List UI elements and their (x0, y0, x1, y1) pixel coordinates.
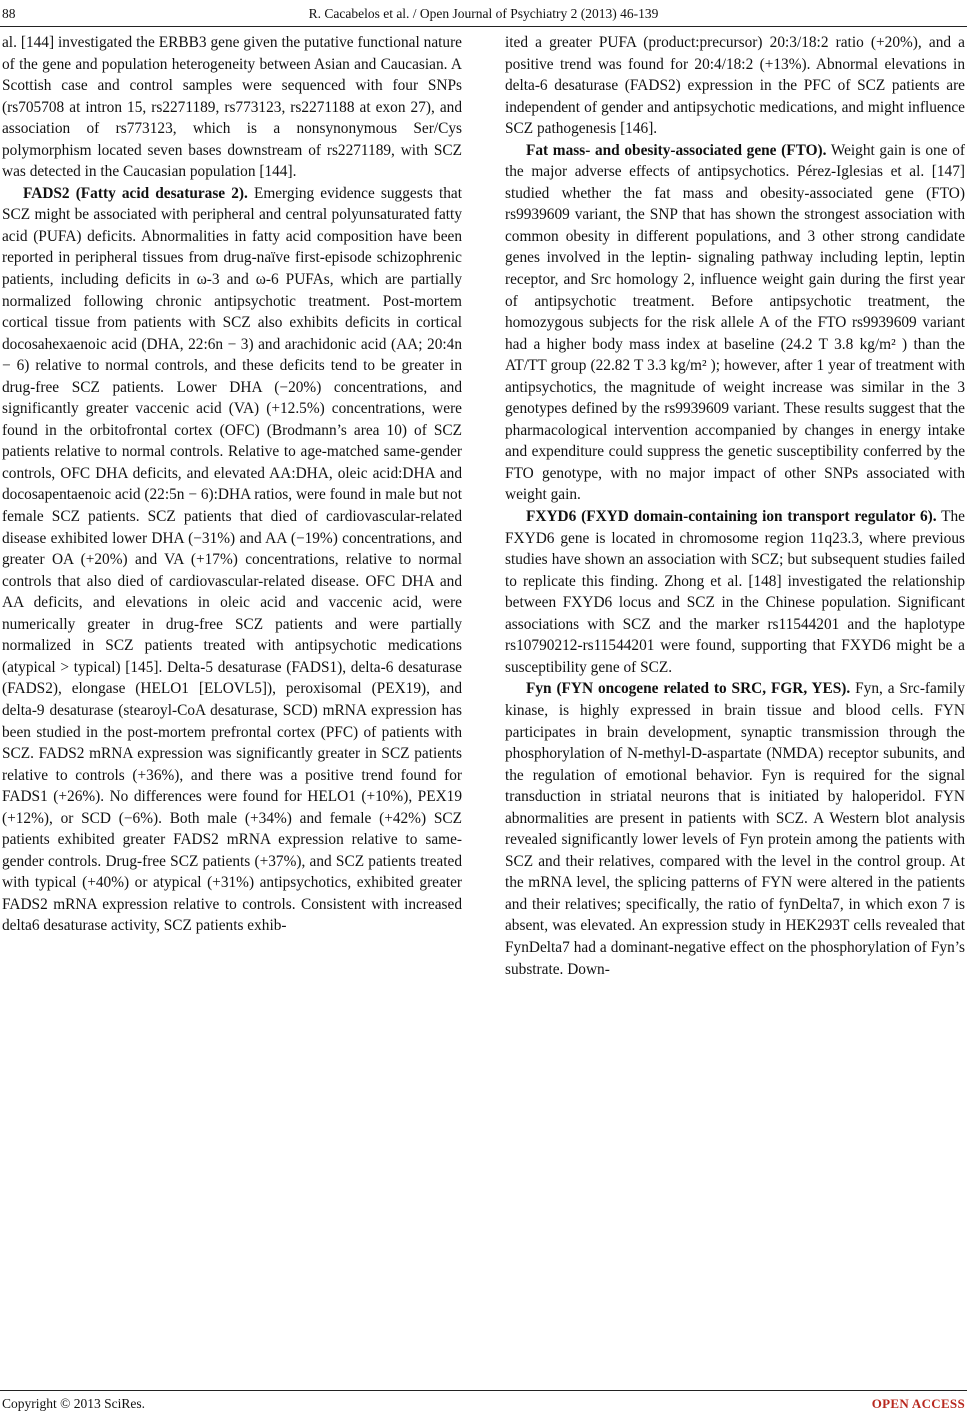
paragraph-fads2 (2, 183, 462, 937)
heading-fto: Fat mass- and obesity-associated gene (FTO). (526, 141, 827, 159)
footer-rule (0, 1390, 967, 1391)
paragraph-fyn (505, 678, 965, 980)
paragraph-fxyd6 (505, 506, 965, 678)
body-fyn: Fyn, a Src-family kinase, is highly expressed in brain tissue and blood cells. FYN participates in brain development, synaptic transmission through the phosphorylation of N-methyl-D-aspartate (NMDA) receptor subunits, and the regulation of emotional behavior. Fyn is required for the signal transduction in striatal neurons that is initiated by haloperidol. FYN abnormalities are present in patients with SCZ. A Western blot analysis revealed significantly lower levels of Fyn protein among the patients with SCZ and their relatives, compared with the level in the control group. At the mRNA level, the splicing patterns of FYN were altered in the patients and their relatives; specifically, the ratio of fynDelta7, in which exon 7 is absent, was elevated. An expression study in HEK293T cells revealed that FynDelta7 had a dominant-negative effect on the phosphorylation of Fyn’s substrate. Down- (505, 680, 965, 978)
header-rule (0, 26, 967, 27)
right-column (505, 32, 965, 980)
running-title: R. Cacabelos et al. / Open Journal of Psychiatry 2 (2013) 46-139 (308, 6, 659, 21)
heading-fyn: Fyn (FYN oncogene related to SRC, FGR, YES). (526, 680, 851, 698)
paragraph-fads2-continued: ited a greater PUFA (product:precursor) 20:3/18:2 ratio (+20%), and a positive trend was found for 20:4/18:2 (+13%). Abnormal elevations in delta-6 desaturase (FADS2) expression in the PFC of SCZ patients are independent of gender and antipsychotic medications, and might influence SCZ pathogenesis [146]. (505, 34, 965, 138)
body-fto: Weight gain is one of the major adverse effects of antipsychotics. Pérez-Iglesias et al. [147] studied whether the fat mass and obesity-associated gene (FTO) rs9939609 variant, the SNP that has shown the strongest association with common obesity in different populations, and 3 other strong candidate genes involved in the leptin- signaling pathway including leptin, leptin receptor, and Src homology 2, influence weight gain during the first year of antipsychotic treatment. Before antipsychotic treatment, the homozygous subjects for the risk allele A of the FTO rs9939609 variant had a higher body mass index at baseline (24.2 T 3.8 kg/m² ) than the AT/TT group (22.82 T 3.3 kg/m² ); however, after 1 year of treatment with antipsychotics, the magnitude of weight increase was similar in the 3 genotypes defined by the rs9939609 variant. These results suggest that the pharmacological intervention accompanied by changes in energy intake and expenditure could suppress the genetic susceptibility conferred by the FTO genotype, with no major impact of other SNPs associated with weight gain. (505, 141, 965, 504)
left-column (2, 32, 462, 937)
page-header (0, 6, 967, 26)
page-number: 88 (2, 6, 16, 21)
heading-fads2: FADS2 (Fatty acid desaturase 2). (23, 184, 248, 202)
body-fads2: Emerging evidence suggests that SCZ might be associated with peripheral and central polyunsaturated fatty acid (PUFA) deficits. Abnormalities in fatty acid composition have been reported in peripheral tissues from drug-naïve first-episode schizophrenic patients, including deficits in ω-3 and ω-6 PUFAs, which are partially normalized following chronic antipsychotic treatment. Post-mortem cortical tissue from patients with SCZ also exhibits deficits in cortical docosahexaenoic acid (DHA, 22:6n − 3) and arachidonic acid (AA; 20:4n − 6) relative to normal controls, and these deficits tend to be greater in drug-free SCZ patients. Lower DHA (−20%) concentrations, and significantly greater vaccenic acid (VA) (+12.5%) concentrations, were found in the orbitofrontal cortex (OFC) (Brodmann’s area 10) of SCZ patients relative to normal controls. Relative to age-matched same-gender controls, OFC DHA deficits, and elevated AA:DHA, oleic acid:DHA and docosapentaenoic acid (22:5n − 6):DHA ratios, were found in male but not female SCZ patients. SCZ patients that died of cardiovascular-related disease exhibited lower DHA (−31%) and AA (−19%) concentrations, and greater OA (+20%) and VA (+17%) concentrations, relative to normal controls that also died of cardiovascular-related disease. OFC DHA and AA deficits, and elevations in oleic acid and vaccenic acid, were numerically greater in drug-free SCZ patients and were partially normalized in SCZ patients treated with antipsychotic medications (atypical > typical) [145]. Delta-5 desaturase (FADS1), delta-6 desaturase (FADS2), elongase (HELO1 [ELOVL5]), peroxisomal (PEX19), and delta-9 desaturase (stearoyl-CoA desaturase, SCD) mRNA expression has been studied in the post-mortem prefrontal cortex (PFC) of patients with SCZ. FADS2 mRNA expression was significantly greater in SCZ patients relative to controls (+36%), and there was a positive trend found for FADS1 (+26%). No differences were found for HELO1 (+10%), PEX19 (+12%), or SCD (−6%). Both male (+34%) and female (+42%) SCZ patients exhibited greater FADS2 mRNA expression relative to same-gender controls. Drug-free SCZ patients (+37%), and SCZ patients treated with typical (+40%) or atypical (+31%) antipsychotics, exhibited greater FADS2 mRNA expression relative to controls. Consistent with increased delta6 desaturase activity, SCZ patients exhib- (2, 184, 463, 935)
paragraph-fto (505, 140, 965, 506)
copyright-notice: Copyright © 2013 SciRes. (2, 1396, 146, 1411)
open-access-label: OPEN ACCESS (871, 1396, 965, 1411)
body-fxyd6: The FXYD6 gene is located in chromosome region 11q23.3, where previous studies have shown an association with SCZ; but subsequent studies failed to replicate this finding. Zhong et al. [148] investigated the relationship between FXYD6 locus and SCZ in the Chinese population. Significant associations with SCZ and the marker rs11544201 and the haplotype rs10790212-rs11544201 were found, supporting that FXYD6 might be a susceptibility gene of SCZ. (505, 508, 965, 676)
paragraph-erbb3-continued: al. [144] investigated the ERBB3 gene given the putative functional nature of the gene and population heterogeneity between Asian and Caucasian. A Scottish case and control samples were sequenced with four SNPs (rs705708 at intron 15, rs2271189, rs773123, rs2271188 at exon 27), and association of rs773123, which is a nonsynonymous Ser/Cys polymorphism located seven bases downstream of rs2271189, with SCZ was detected in the Caucasian population [144]. (2, 34, 462, 181)
heading-fxyd6: FXYD6 (FXYD domain-containing ion transport regulator 6). (526, 508, 937, 526)
